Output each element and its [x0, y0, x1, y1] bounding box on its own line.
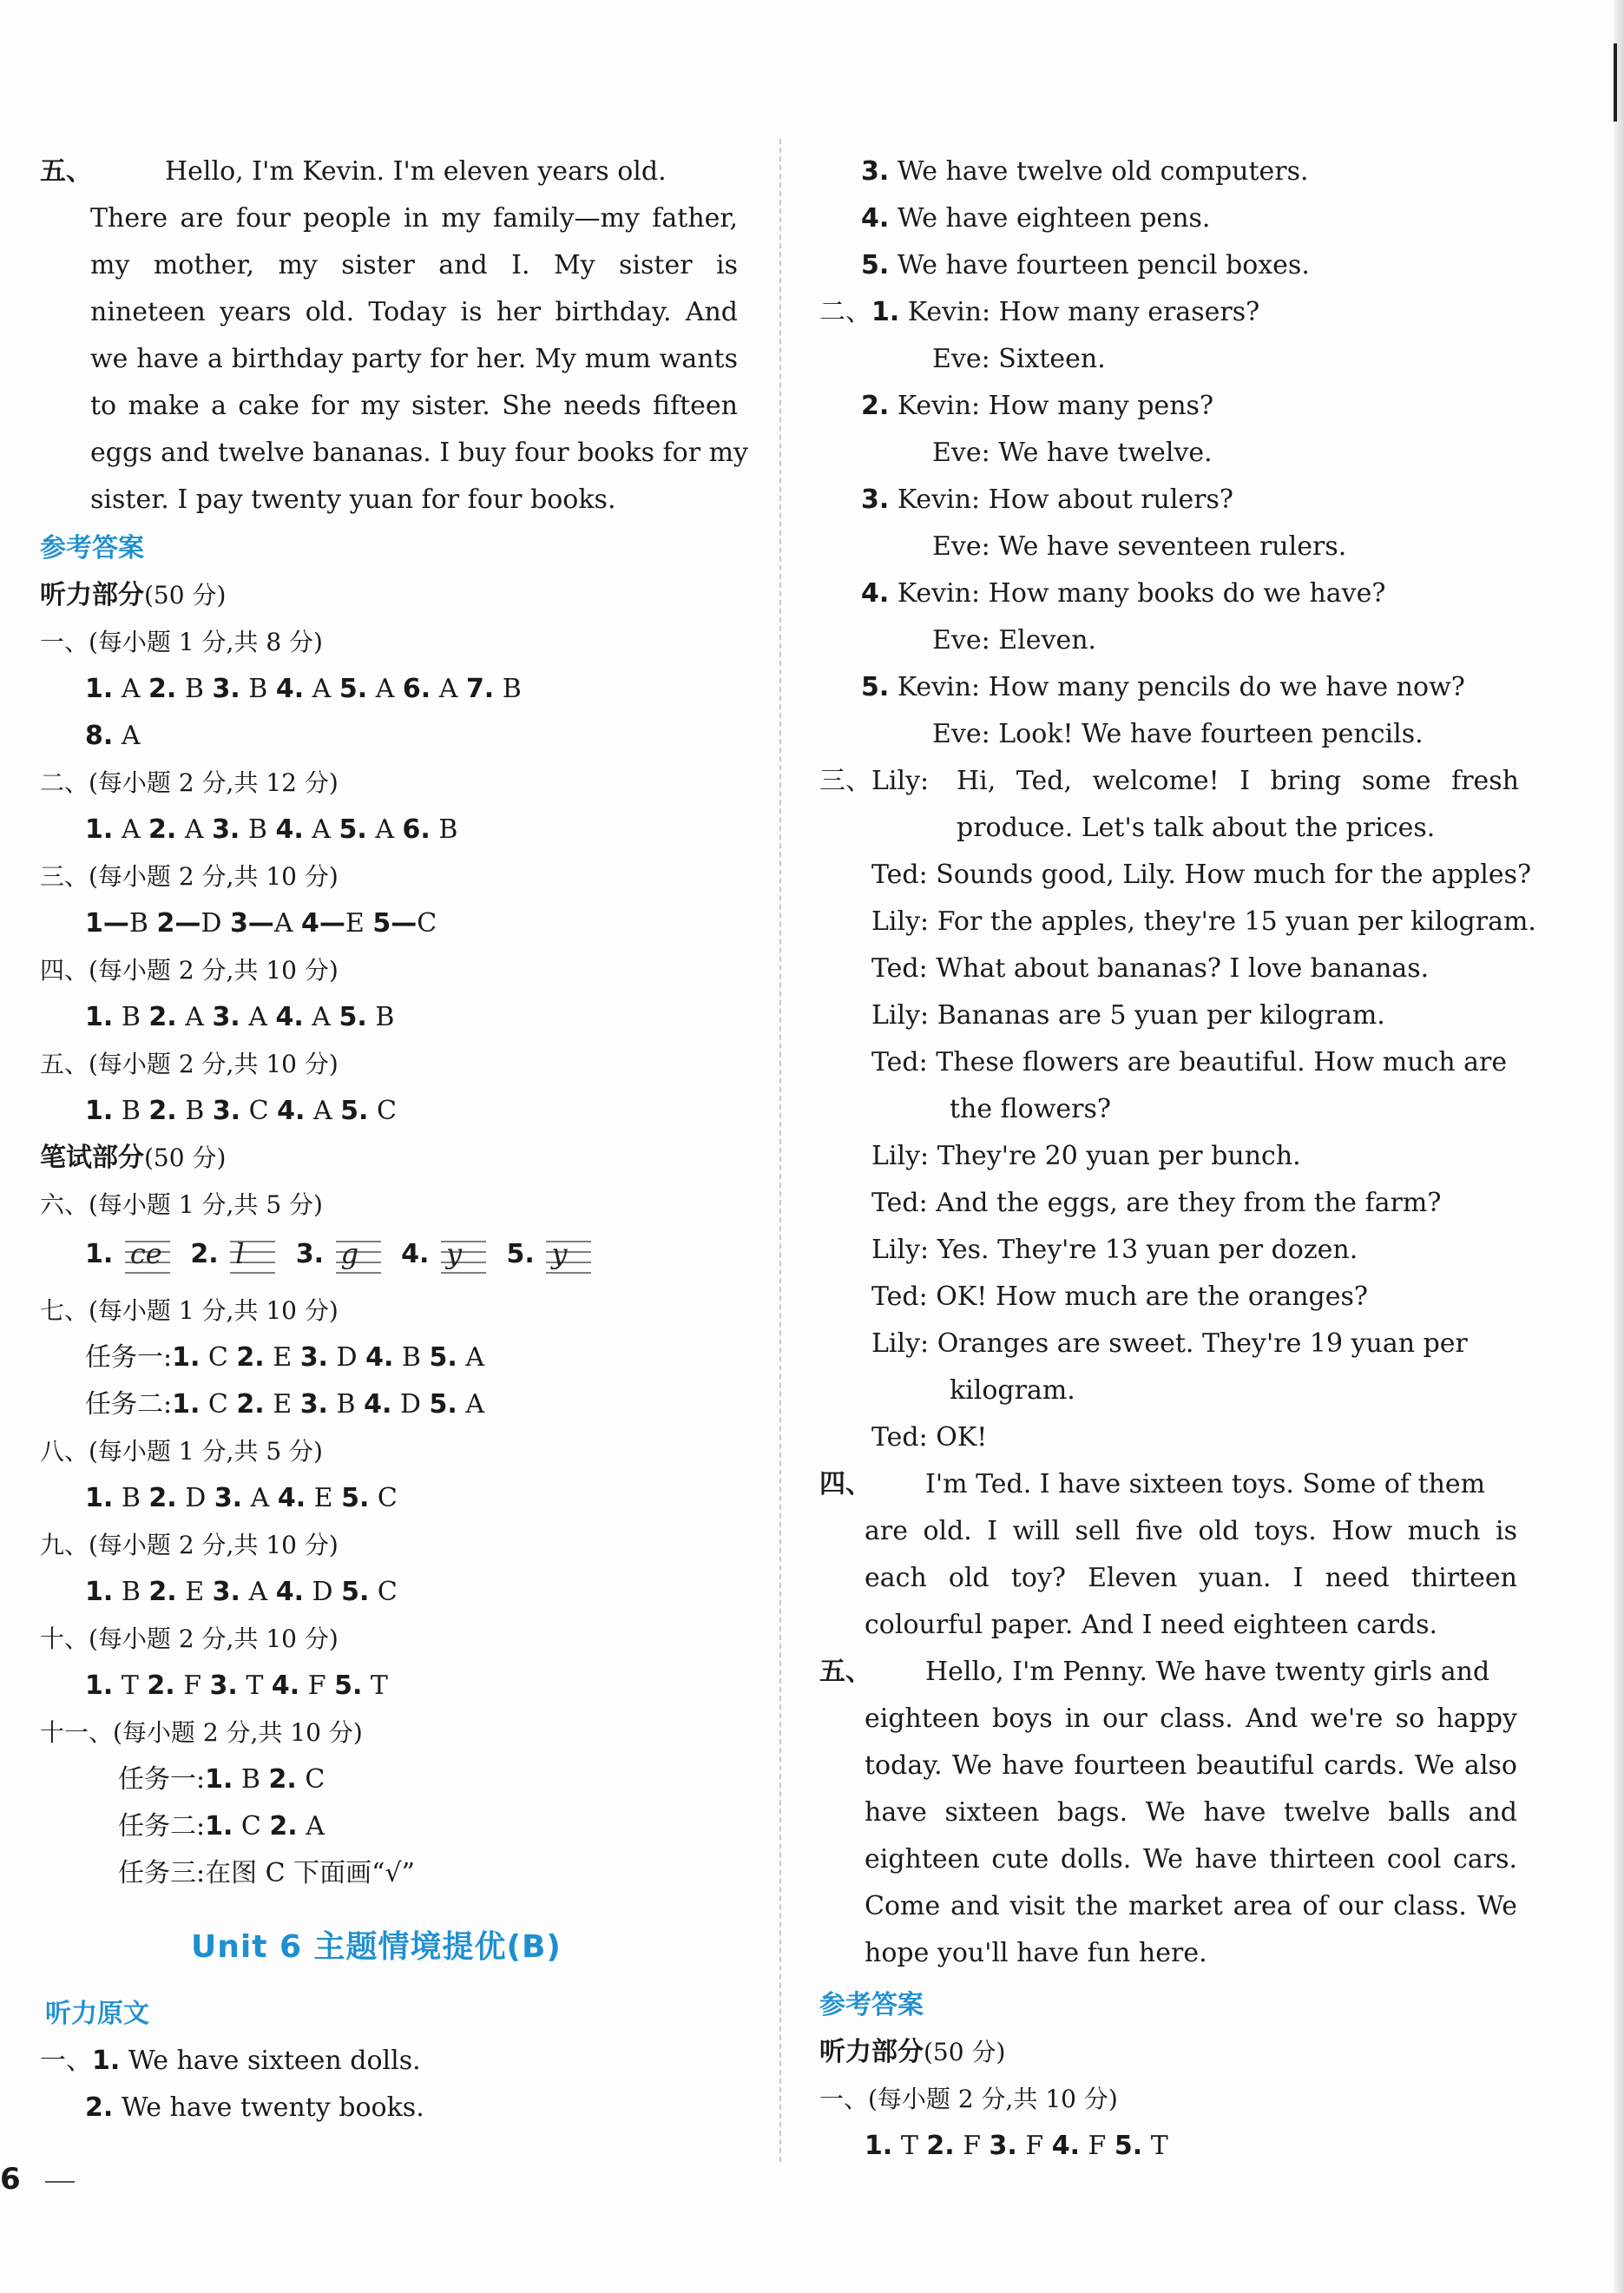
passage-5-line: nineteen years old. Today is her birthday. And: [90, 297, 738, 327]
section-1-answers: 1. T 2. F 3. F 4. F 5. T: [865, 2131, 1168, 2161]
passage-5-line: eighteen cute dolls. We have thirteen cool cars.: [865, 1844, 1517, 1875]
section-3-heading: 三、(每小题 2 分,共 10 分): [40, 862, 339, 891]
script-line: 4. We have eighteen pens.: [861, 203, 1211, 234]
section-10-answers: 1. T 2. F 3. T 4. F 5. T: [85, 1670, 388, 1701]
listening-script-heading: 听力原文: [45, 1999, 149, 2029]
passage-5-line: we have a birthday party for her. My mum wants: [90, 344, 738, 374]
section-7-task-1: 任务一:1. C 2. E 3. D 4. B 5. A: [85, 1342, 484, 1373]
passage-5-line: Come and visit the market area of our class. We: [865, 1891, 1517, 1921]
dialogue-line: Lily: For the apples, they're 15 yuan per kilogram.: [871, 906, 1536, 937]
passage-5-label: 五、: [819, 1657, 871, 1687]
writing-heading: 笔试部分(50 分): [40, 1143, 227, 1173]
dialogue-line: Ted: These flowers are beautiful. How much are: [871, 1047, 1508, 1077]
dialogue-line: Lily: They're 20 yuan per bunch.: [871, 1141, 1301, 1171]
section-7-task-2: 任务二:1. C 2. E 3. B 4. D 5. A: [85, 1389, 484, 1420]
dialogue-line: 2. Kevin: How many pens?: [861, 391, 1214, 421]
dialogue-line: Ted: OK! How much are the oranges?: [871, 1282, 1368, 1312]
passage-5-line: sister. I pay twenty yuan for four books.: [90, 484, 616, 515]
dialogue-line: Ted: What about bananas? I love bananas.: [871, 953, 1430, 984]
page-edge: [1614, 0, 1624, 2293]
section-1-answers: 1. A 2. B 3. B 4. A 5. A 6. A 7. B: [85, 674, 522, 704]
reference-answer-heading: 参考答案: [819, 1990, 924, 2020]
section-1-heading: 一、(每小题 2 分,共 10 分): [819, 2085, 1118, 2113]
passage-5-line: have sixteen bags. We have twelve balls and: [865, 1797, 1517, 1828]
dialogue-line: 4. Kevin: How many books do we have?: [861, 578, 1386, 609]
script-line: 2. We have twenty books.: [85, 2092, 424, 2123]
dialogue-line: Eve: Look! We have fourteen pencils.: [932, 719, 1423, 749]
section-2-answers: 1. A 2. A 3. B 4. A 5. A 6. B: [85, 814, 458, 845]
section-8-heading: 八、(每小题 1 分,共 5 分): [40, 1437, 323, 1466]
handwriting-answer: ce: [129, 1237, 162, 1270]
section-6-heading: 六、(每小题 1 分,共 5 分): [40, 1190, 323, 1219]
dialogue-line: Ted: And the eggs, are they from the farm?: [871, 1188, 1442, 1218]
section-11-heading: 十一、(每小题 2 分,共 10 分): [40, 1718, 363, 1747]
handwriting-answer: y: [551, 1237, 568, 1270]
section-8-answers: 1. B 2. D 3. A 4. E 5. C: [85, 1483, 398, 1513]
dialogue-line: produce. Let's talk about the prices.: [957, 813, 1436, 843]
section-2-heading: 二、(每小题 2 分,共 12 分): [40, 768, 339, 797]
dialogue-line: Lily: Bananas are 5 yuan per kilogram.: [871, 1000, 1385, 1031]
dialogue-line: kilogram.: [950, 1375, 1075, 1406]
section-3-answers: 1—B 2—D 3—A 4—E 5—C: [85, 908, 437, 939]
section-5-heading: 五、(每小题 2 分,共 10 分): [40, 1050, 339, 1078]
section-10-heading: 十、(每小题 2 分,共 10 分): [40, 1624, 339, 1653]
section-11-task-3: 任务三:在图 C 下面画“√”: [118, 1858, 415, 1888]
dialogue-line: Eve: Sixteen.: [932, 344, 1106, 374]
section-5-answers: 1. B 2. B 3. C 4. A 5. C: [85, 1096, 397, 1126]
handwriting-answer: y: [445, 1237, 463, 1270]
passage-4-line: colourful paper. And I need eighteen cards.: [865, 1610, 1438, 1640]
page-number-dash: [45, 2181, 75, 2183]
passage-5-line: today. We have fourteen beautiful cards. We also: [865, 1750, 1517, 1781]
section-4-heading: 四、(每小题 2 分,共 10 分): [40, 956, 339, 985]
section-9-heading: 九、(每小题 2 分,共 10 分): [40, 1531, 339, 1559]
passage-5-line: to make a cake for my sister. She needs fifteen: [90, 391, 738, 421]
edge-mark: [1614, 43, 1617, 122]
passage-4-label: 四、: [819, 1469, 871, 1499]
dialogue-line: 三、Lily:: [819, 766, 930, 796]
dialogue-line: Hi, Ted, welcome! I bring some fresh: [957, 766, 1519, 796]
passage-5-line: eighteen boys in our class. And we're so happy: [865, 1703, 1517, 1734]
passage-4-line: I'm Ted. I have sixteen toys. Some of them: [925, 1469, 1486, 1499]
section-11-task-1: 任务一:1. B 2. C: [118, 1764, 325, 1795]
dialogue-line: Ted: Sounds good, Lily. How much for the apples?: [871, 860, 1532, 890]
script-line: 3. We have twelve old computers.: [861, 156, 1309, 187]
dialogue-line: 二、1. Kevin: How many erasers?: [819, 297, 1260, 327]
passage-5-line: Hello, I'm Penny. We have twenty girls and: [925, 1657, 1490, 1687]
script-line: 一、1. We have sixteen dolls.: [40, 2046, 421, 2076]
dialogue-line: Lily: Oranges are sweet. They're 19 yuan per: [871, 1328, 1468, 1359]
column-divider: [779, 139, 781, 2162]
passage-5-line: There are four people in my family—my father,: [90, 203, 738, 234]
dialogue-line: Eve: Eleven.: [932, 625, 1097, 656]
dialogue-line: the flowers?: [950, 1094, 1111, 1124]
passage-5-label: 五、: [40, 156, 92, 187]
passage-5-line: hope you'll have fun here.: [865, 1938, 1207, 1968]
section-9-answers: 1. B 2. E 3. A 4. D 5. C: [85, 1577, 398, 1607]
handwriting-answer: g: [340, 1237, 359, 1270]
unit-title: Unit 6 主题情境提优(B): [191, 1929, 562, 1965]
section-1-heading: 一、(每小题 1 分,共 8 分): [40, 628, 323, 656]
listening-heading: 听力部分(50 分): [40, 580, 227, 610]
dialogue-line: Eve: We have twelve.: [932, 438, 1213, 468]
page-number: 6: [0, 2162, 21, 2197]
passage-5-line: my mother, my sister and I. My sister is: [90, 250, 738, 280]
dialogue-line: Eve: We have seventeen rulers.: [932, 531, 1347, 562]
passage-4-line: are old. I will sell five old toys. How much is: [865, 1516, 1517, 1546]
section-7-heading: 七、(每小题 1 分,共 10 分): [40, 1296, 339, 1325]
handwriting-answer: l: [235, 1237, 245, 1270]
section-1-answers-cont: 8. A: [85, 721, 141, 751]
passage-4-line: each old toy? Eleven yuan. I need thirteen: [865, 1563, 1517, 1593]
reference-answer-heading: 参考答案: [40, 533, 144, 563]
listening-heading: 听力部分(50 分): [819, 2037, 1006, 2067]
section-6-handwriting-answers: 1. ce 2. l 3. g 4. y 5. y: [85, 1233, 603, 1276]
passage-5-line: Hello, I'm Kevin. I'm eleven years old.: [165, 156, 667, 187]
passage-5-line: eggs and twelve bananas. I buy four books for my: [90, 438, 748, 468]
script-line: 5. We have fourteen pencil boxes.: [861, 250, 1310, 280]
dialogue-line: 5. Kevin: How many pencils do we have now?: [861, 672, 1465, 702]
section-4-answers: 1. B 2. A 3. A 4. A 5. B: [85, 1002, 395, 1032]
dialogue-line: Lily: Yes. They're 13 yuan per dozen.: [871, 1235, 1358, 1265]
dialogue-line: 3. Kevin: How about rulers?: [861, 484, 1234, 515]
dialogue-line: Ted: OK!: [871, 1422, 988, 1453]
section-11-task-2: 任务二:1. C 2. A: [118, 1811, 325, 1842]
